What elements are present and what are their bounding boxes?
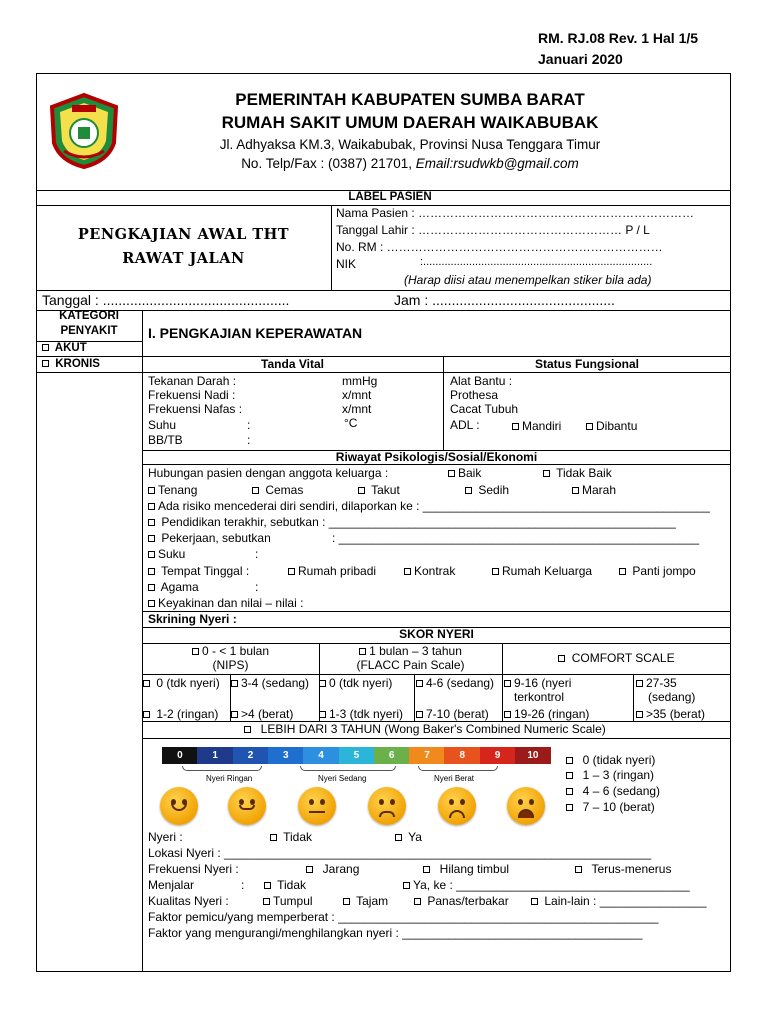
comfort-916-label: 9-16 (nyeri (514, 676, 572, 690)
pekerjaan-label: Pekerjaan, sebutkan (161, 531, 271, 545)
comfort-2735-label: 27-35 (646, 676, 677, 690)
hospital-logo-icon (48, 93, 120, 169)
rumah-keluarga-checkbox[interactable] (492, 568, 499, 575)
dibantu-checkbox[interactable] (586, 423, 593, 430)
hilang-timbul-option[interactable] (423, 862, 509, 876)
flacc-sub: (FLACC Pain Scale) (356, 658, 465, 672)
tajam-option[interactable] (343, 894, 388, 908)
kategori-heading2: PENYAKIT (60, 325, 118, 337)
comfort-label: COMFORT SCALE (571, 651, 675, 665)
rumah-pribadi-checkbox[interactable] (288, 568, 295, 575)
scale-2-label: 4 – 6 (sedang) (582, 784, 661, 798)
jarang-label: Jarang (322, 862, 360, 876)
menjalar-colon: : (241, 878, 245, 892)
comfort-916-option[interactable] (504, 676, 571, 690)
flacc-46-checkbox[interactable] (416, 680, 423, 687)
nyeri-label: Nyeri : (148, 830, 183, 844)
comfort-2735-sub: (sedang) (648, 690, 696, 704)
kontrak-label: Kontrak (414, 564, 456, 578)
frekuensi-nafas-unit: x/mnt (342, 402, 372, 416)
prothesa-label: Prothesa (450, 388, 499, 402)
kronis-checkbox[interactable] (42, 360, 49, 367)
nyeri-berat-label: Nyeri Berat (434, 774, 475, 783)
tumpul-label: Tumpul (273, 894, 313, 908)
form-title-line1: PENGKAJIAN AWAL THT (77, 226, 290, 243)
nips-34-checkbox[interactable] (231, 680, 238, 687)
dibantu-option[interactable] (586, 419, 637, 433)
panti-jompo-label: Panti jompo (632, 564, 696, 578)
nik-field[interactable]: :........................................................................... (420, 256, 653, 268)
keyakinan-option[interactable] (148, 596, 303, 610)
kontrak-option[interactable] (404, 564, 455, 578)
rumah-keluarga-label: Rumah Keluarga (502, 564, 593, 578)
scale-segment-10: 10 (515, 747, 551, 764)
form-title-line2: RAWAT JALAN (122, 250, 245, 267)
mandiri-label: Mandiri (522, 419, 562, 433)
label-pasien-heading: LABEL PASIEN (348, 191, 432, 203)
rumah-pribadi-label: Rumah pribadi (298, 564, 377, 578)
tanggal-lahir-field[interactable]: Tanggal Lahir : …………………………………………… P / L (336, 223, 650, 237)
face-2-icon (228, 787, 266, 825)
panti-jompo-option[interactable] (619, 564, 696, 578)
nips-4-option[interactable] (231, 707, 293, 721)
scale-segment-1: 1 (197, 747, 233, 764)
hubungan-label: Hubungan pasien dengan anggota keluarga : (148, 466, 389, 480)
nyeri-ringan-label: Nyeri Ringan (206, 774, 253, 783)
comfort-1926-label: 19-26 (ringan) (514, 707, 590, 721)
nama-pasien-field[interactable]: Nama Pasien : …………………………………………………………… (336, 206, 695, 220)
hospital-contact (130, 156, 690, 171)
hospital-title: RUMAH SAKIT UMUM DAERAH WAIKABUBAK (221, 113, 599, 132)
bbtb-label: BB/TB (148, 433, 183, 447)
email-text: Email:rsudwkb@gmail.com (415, 156, 579, 171)
label-note: (Harap diisi atau menempelkan stiker bila ada) (404, 273, 652, 287)
marah-checkbox[interactable] (572, 487, 579, 494)
cemas-checkbox[interactable] (252, 487, 259, 494)
tanda-vital-heading: Tanda Vital (261, 357, 324, 371)
scale-3-label: 7 – 10 (berat) (582, 800, 655, 814)
agama-option[interactable] (148, 580, 199, 594)
marah-label: Marah (582, 483, 617, 497)
no-rm-field[interactable]: No. RM : …………………………………………………………… (336, 240, 663, 254)
comfort-35-checkbox[interactable] (636, 711, 643, 718)
pendidikan-label: Pendidikan terakhir, sebutkan : ____________________________________________________ (161, 515, 676, 529)
scale-segment-6: 6 (374, 747, 410, 764)
doc-ref-line2: Januari 2020 (538, 51, 623, 67)
agama-label: Agama (160, 580, 199, 594)
cemas-label: Cemas (265, 483, 304, 497)
scale-1-option[interactable] (566, 768, 654, 782)
comfort-1926-checkbox[interactable] (504, 711, 511, 718)
jarang-checkbox[interactable] (306, 866, 313, 873)
tekanan-darah-unit: mmHg (342, 374, 378, 388)
suhu-colon: : (247, 418, 251, 432)
nips-12-label: 1-2 (ringan) (156, 707, 219, 721)
sedih-checkbox[interactable] (465, 487, 472, 494)
nyeri-tidak-option[interactable] (270, 830, 312, 844)
phone-text: No. Telp/Fax : (0387) 21701, (241, 156, 416, 171)
pekerjaan-checkbox[interactable] (148, 535, 155, 542)
nyeri-ya-checkbox[interactable] (395, 834, 402, 841)
baik-option[interactable] (448, 466, 481, 480)
scale-2-option[interactable] (566, 784, 660, 798)
rumah-keluarga-option[interactable] (492, 564, 592, 578)
comfort-checkbox[interactable] (558, 655, 565, 662)
nyeri-tidak-checkbox[interactable] (270, 834, 277, 841)
face-6-icon (368, 787, 406, 825)
scale-segment-9: 9 (480, 747, 516, 764)
jarang-option[interactable] (306, 862, 359, 876)
comfort-2735-checkbox[interactable] (636, 680, 643, 687)
panas-label: Panas/terbakar (427, 894, 509, 908)
sedih-label: Sedih (478, 483, 510, 497)
akut-checkbox[interactable] (42, 344, 49, 351)
nips-34-option[interactable] (231, 676, 309, 690)
frekuensi-nadi-label: Frekuensi Nadi : (148, 388, 236, 402)
hilang-timbul-label: Hilang timbul (439, 862, 510, 876)
nips-12-checkbox[interactable] (143, 711, 150, 718)
suku-label: Suku (158, 547, 186, 561)
nips-4-checkbox[interactable] (231, 711, 238, 718)
flacc-13-label: 1-3 (tdk nyeri) (329, 707, 404, 721)
agama-checkbox[interactable] (148, 584, 155, 591)
flacc-13-checkbox[interactable] (319, 711, 326, 718)
menjalar-ya-option[interactable] (403, 878, 690, 892)
comfort-916-sub: terkontrol (514, 690, 565, 704)
lokasi-nyeri-field[interactable]: Lokasi Nyeri : ________________________________________________________________ (148, 846, 652, 860)
scale-segment-8: 8 (444, 747, 480, 764)
wong-baker-checkbox[interactable] (244, 726, 251, 733)
mandiri-checkbox[interactable] (512, 423, 519, 430)
kontrak-checkbox[interactable] (404, 568, 411, 575)
tajam-label: Tajam (356, 894, 389, 908)
suhu-label: Suhu (148, 418, 177, 432)
tenang-label: Tenang (158, 483, 198, 497)
faktor-mengurangi-field[interactable]: Faktor yang mengurangi/menghilangkan nyeri : ____________________________________ (148, 926, 643, 940)
panti-jompo-checkbox[interactable] (619, 568, 626, 575)
menjalar-ya-checkbox[interactable] (403, 882, 410, 889)
lain-lain-checkbox[interactable] (531, 898, 538, 905)
scale-segment-3: 3 (268, 747, 304, 764)
scale-1-checkbox[interactable] (566, 772, 573, 779)
flacc-710-option[interactable] (416, 707, 489, 721)
flacc-710-checkbox[interactable] (416, 711, 423, 718)
kronis-option[interactable] (42, 358, 100, 370)
flacc-0-label: 0 (tdk nyeri) (329, 676, 393, 690)
scale-0-checkbox[interactable] (566, 757, 573, 764)
nips-0-checkbox[interactable] (143, 680, 150, 687)
tidak-baik-option[interactable] (543, 466, 612, 480)
marah-option[interactable] (572, 483, 616, 497)
pekerjaan-option[interactable] (148, 531, 271, 545)
tajam-checkbox[interactable] (343, 898, 350, 905)
nips-sub: (NIPS) (212, 658, 249, 672)
flacc-label: 1 bulan – 3 tahun (369, 644, 462, 658)
sedih-option[interactable] (465, 483, 509, 497)
nyeri-sedang-label: Nyeri Sedang (318, 774, 367, 783)
nips-0-label: 0 (tdk nyeri) (156, 676, 220, 690)
flacc-46-label: 4-6 (sedang) (426, 676, 495, 690)
face-8-icon (438, 787, 476, 825)
frekuensi-nyeri-label: Frekuensi Nyeri : (148, 862, 239, 876)
menjalar-tidak-option[interactable] (264, 878, 306, 892)
face-10-icon (507, 787, 545, 825)
scale-3-option[interactable] (566, 800, 655, 814)
gov-title: PEMERINTAH KABUPATEN SUMBA BARAT (235, 90, 585, 109)
flacc-710-label: 7-10 (berat) (426, 707, 489, 721)
section-title: I. PENGKAJIAN KEPERAWATAN (148, 325, 363, 341)
comfort-35-label: >35 (berat) (646, 707, 706, 721)
pendidikan-option[interactable] (148, 515, 676, 529)
tidak-baik-checkbox[interactable] (543, 470, 550, 477)
tumpul-option[interactable] (263, 894, 313, 908)
hospital-address: Jl. Adhyaksa KM.3, Waikabubak, Provinsi Nusa Tenggara Timur (219, 137, 601, 152)
bbtb-colon: : (247, 433, 251, 447)
lain-lain-label: Lain-lain : ________________ (544, 894, 707, 908)
baik-label: Baik (458, 466, 482, 480)
mandiri-option[interactable] (512, 419, 561, 433)
akut-option[interactable] (42, 342, 87, 354)
face-4-icon (298, 787, 336, 825)
menjalar-tidak-checkbox[interactable] (264, 882, 271, 889)
scale-segment-4: 4 (303, 747, 339, 764)
menjalar-label: Menjalar (148, 878, 195, 892)
doc-ref-line1: RM. RJ.08 Rev. 1 Hal 1/5 (538, 30, 699, 46)
nyeri-tidak-label: Tidak (283, 830, 313, 844)
frekuensi-nafas-label: Frekuensi Nafas : (148, 402, 243, 416)
risiko-label: Ada risiko mencederai diri sendiri, dilaporkan ke : ___________________________________________ (158, 499, 710, 513)
rumah-pribadi-option[interactable] (288, 564, 376, 578)
terus-menerus-option[interactable] (575, 862, 671, 876)
nips-option[interactable] (142, 644, 319, 658)
scale-segment-7: 7 (409, 747, 445, 764)
suku-option[interactable] (148, 547, 185, 561)
comfort-1926-option[interactable] (504, 707, 589, 721)
tumpul-checkbox[interactable] (263, 898, 270, 905)
scale-segment-0: 0 (162, 747, 198, 764)
takut-option[interactable] (358, 483, 400, 497)
flacc-0-option[interactable] (319, 676, 392, 690)
takut-checkbox[interactable] (358, 487, 365, 494)
comfort-2735-option[interactable] (636, 676, 677, 690)
flacc-46-option[interactable] (416, 676, 494, 690)
skor-nyeri-heading: SKOR NYERI (399, 627, 474, 641)
wong-baker-label: LEBIH DARI 3 TAHUN (Wong Baker's Combined Numeric Scale) (260, 722, 606, 736)
keyakinan-label: Keyakinan dan nilai – nilai : (158, 596, 304, 610)
jam-field[interactable]: Jam : ............................................... (394, 292, 615, 308)
cemas-option[interactable] (252, 483, 303, 497)
nips-checkbox[interactable] (192, 648, 199, 655)
flacc-option[interactable] (319, 644, 502, 658)
scale-3-checkbox[interactable] (566, 804, 573, 811)
panas-option[interactable] (414, 894, 509, 908)
risiko-checkbox[interactable] (148, 503, 155, 510)
tempat-tinggal-option[interactable] (148, 564, 249, 578)
baik-checkbox[interactable] (448, 470, 455, 477)
risiko-option[interactable] (148, 499, 710, 513)
scale-0-option[interactable] (566, 753, 655, 767)
tenang-checkbox[interactable] (148, 487, 155, 494)
scale-0-label: 0 (tidak nyeri) (582, 753, 656, 767)
dibantu-label: Dibantu (596, 419, 638, 433)
suhu-unit: °C (344, 416, 358, 430)
tanggal-field[interactable]: Tanggal : ................................................ (42, 292, 290, 308)
menjalar-ya-label: Ya, ke : ___________________________________ (413, 878, 690, 892)
nips-4-label: >4 (berat) (241, 707, 294, 721)
alat-bantu-label: Alat Bantu : (450, 374, 513, 388)
terus-menerus-checkbox[interactable] (575, 866, 582, 873)
tekanan-darah-label: Tekanan Darah : (148, 374, 237, 388)
comfort-35-option[interactable] (636, 707, 705, 721)
scale-segment-2: 2 (233, 747, 269, 764)
nips-34-label: 3-4 (sedang) (241, 676, 310, 690)
tidak-baik-label: Tidak Baik (556, 466, 612, 480)
scale-2-checkbox[interactable] (566, 788, 573, 795)
nik-label: NIK (336, 257, 357, 271)
nips-0-option[interactable] (143, 676, 220, 690)
menjalar-tidak-label: Tidak (277, 878, 307, 892)
comfort-option[interactable] (502, 651, 731, 665)
panas-checkbox[interactable] (414, 898, 421, 905)
hilang-timbul-checkbox[interactable] (423, 866, 430, 873)
comfort-916-checkbox[interactable] (504, 680, 511, 687)
flacc-checkbox[interactable] (359, 648, 366, 655)
pendidikan-checkbox[interactable] (148, 519, 155, 526)
nips-label: 0 - < 1 bulan (201, 644, 270, 658)
keyakinan-checkbox[interactable] (148, 600, 155, 607)
takut-label: Takut (371, 483, 400, 497)
nyeri-ya-label: Ya (408, 830, 422, 844)
akut-label: AKUT (54, 342, 87, 354)
nyeri-ya-option[interactable] (395, 830, 422, 844)
wong-baker-option[interactable] (244, 722, 606, 736)
scale-segment-5: 5 (339, 747, 375, 764)
terus-menerus-label: Terus-menerus (591, 862, 672, 876)
kategori-heading1: KATEGORI (59, 310, 119, 322)
scale-1-label: 1 – 3 (ringan) (582, 768, 655, 782)
skrining-heading: Skrining Nyeri : (148, 612, 237, 626)
face-0-icon (160, 787, 198, 825)
adl-label: ADL : (450, 418, 480, 432)
kualitas-nyeri-label: Kualitas Nyeri : (148, 894, 229, 908)
lain-lain-option[interactable] (531, 894, 707, 908)
tempat-tinggal-checkbox[interactable] (148, 568, 155, 575)
pekerjaan-line[interactable]: : ______________________________________________________ (332, 531, 700, 545)
faktor-pemicu-field[interactable]: Faktor pemicu/yang memperberat : ________________________________________________ (148, 910, 659, 924)
flacc-13-option[interactable] (319, 707, 403, 721)
psiko-heading: Riwayat Psikologis/Sosial/Ekonomi (335, 450, 538, 464)
suku-colon: : (255, 547, 259, 561)
frekuensi-nadi-unit: x/mnt (342, 388, 372, 402)
status-fungsional-heading: Status Fungsional (534, 357, 639, 371)
suku-checkbox[interactable] (148, 551, 155, 558)
kronis-label: KRONIS (55, 358, 100, 370)
cacat-tubuh-label: Cacat Tubuh (450, 402, 519, 416)
tempat-tinggal-label: Tempat Tinggal : (161, 564, 250, 578)
tenang-option[interactable] (148, 483, 197, 497)
agama-colon: : (255, 580, 259, 594)
flacc-0-checkbox[interactable] (319, 680, 326, 687)
nips-12-option[interactable] (143, 707, 218, 721)
